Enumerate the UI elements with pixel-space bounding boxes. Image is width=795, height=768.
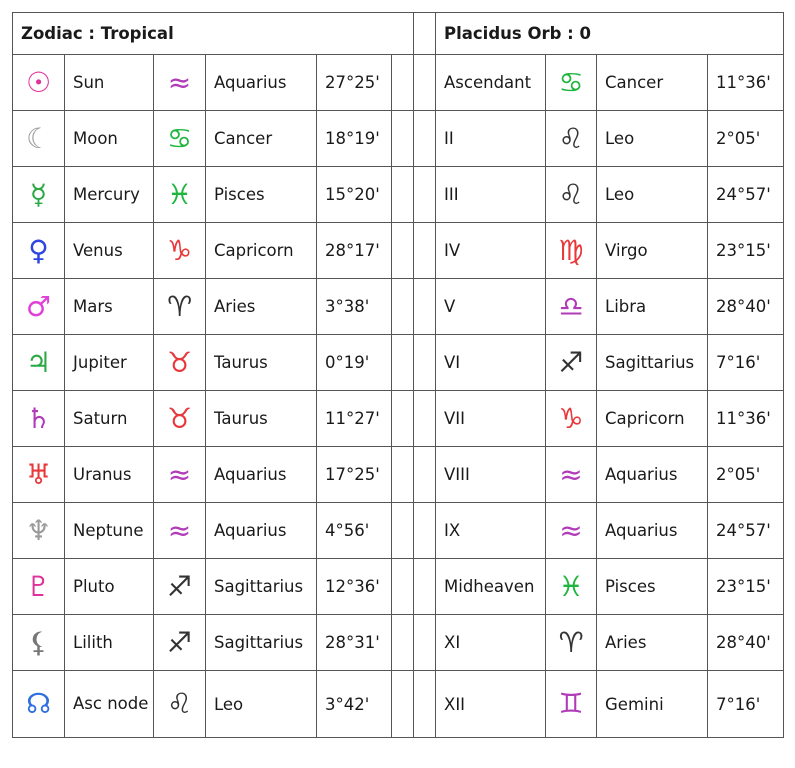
planet-name: Asc node: [65, 671, 154, 738]
uranus-icon: ♅: [13, 447, 65, 503]
planet-sign: Aries: [206, 279, 317, 335]
empty-cell: [392, 223, 414, 279]
gemini-icon: ♊: [546, 671, 597, 738]
house-degree: 23°15': [708, 223, 784, 279]
planet-sign: Sagittarius: [206, 559, 317, 615]
house-sign: Leo: [597, 167, 708, 223]
house-sign: Aquarius: [597, 503, 708, 559]
empty-cell: [392, 559, 414, 615]
table-row: [13, 279, 784, 335]
planet-sign: Aquarius: [206, 55, 317, 111]
empty-cell: [392, 447, 414, 503]
planet-sign: Sagittarius: [206, 615, 317, 671]
aquarius-icon: ≈: [154, 447, 206, 503]
house-name: IX: [436, 503, 546, 559]
spacer-cell: [414, 447, 436, 503]
planet-degree: 3°38': [317, 279, 392, 335]
table-row: [13, 55, 784, 111]
spacer-cell: [414, 671, 436, 738]
ascending-node-icon: ☊: [13, 671, 65, 738]
aquarius-icon: ≈: [546, 503, 597, 559]
moon-icon: ☾: [13, 111, 65, 167]
leo-icon: ♌: [154, 671, 206, 738]
house-name: IV: [436, 223, 546, 279]
cancer-icon: ♋: [546, 55, 597, 111]
house-name: III: [436, 167, 546, 223]
house-sign: Pisces: [597, 559, 708, 615]
sagittarius-icon: ♐: [154, 615, 206, 671]
house-degree: 11°36': [708, 55, 784, 111]
planet-name: Saturn: [65, 391, 154, 447]
leo-icon: ♌: [546, 111, 597, 167]
empty-cell: [392, 279, 414, 335]
table-row: [13, 111, 784, 167]
spacer-cell: [414, 335, 436, 391]
sagittarius-icon: ♐: [154, 559, 206, 615]
taurus-icon: ♉: [154, 391, 206, 447]
capricorn-icon: ♑: [546, 391, 597, 447]
libra-icon: ♎: [546, 279, 597, 335]
aquarius-icon: ≈: [546, 447, 597, 503]
spacer-cell: [414, 615, 436, 671]
house-degree: 24°57': [708, 167, 784, 223]
house-sign: Aquarius: [597, 447, 708, 503]
house-degree: 11°36': [708, 391, 784, 447]
jupiter-icon: ♃: [13, 335, 65, 391]
capricorn-icon: ♑: [154, 223, 206, 279]
planet-sign: Leo: [206, 671, 317, 738]
table-row: [13, 335, 784, 391]
venus-icon: ♀: [13, 223, 65, 279]
planet-name: Jupiter: [65, 335, 154, 391]
house-sign: Leo: [597, 111, 708, 167]
planet-sign: Cancer: [206, 111, 317, 167]
house-name: Ascendant: [436, 55, 546, 111]
planet-degree: 4°56': [317, 503, 392, 559]
house-degree: 7°16': [708, 335, 784, 391]
taurus-icon: ♉: [154, 335, 206, 391]
sagittarius-icon: ♐: [546, 335, 597, 391]
house-degree: 23°15': [708, 559, 784, 615]
planet-name: Lilith: [65, 615, 154, 671]
house-degree: 24°57': [708, 503, 784, 559]
empty-cell: [392, 503, 414, 559]
empty-cell: [392, 55, 414, 111]
table-row: [13, 503, 784, 559]
planet-degree: 3°42': [317, 671, 392, 738]
planet-degree: 27°25': [317, 55, 392, 111]
table-row: [13, 391, 784, 447]
empty-cell: [392, 335, 414, 391]
house-sign: Aries: [597, 615, 708, 671]
house-degree: 7°16': [708, 671, 784, 738]
aquarius-icon: ≈: [154, 55, 206, 111]
house-name: VIII: [436, 447, 546, 503]
spacer-cell: [414, 55, 436, 111]
planet-name: Uranus: [65, 447, 154, 503]
planet-name: Mercury: [65, 167, 154, 223]
spacer-cell: [414, 111, 436, 167]
planet-name: Moon: [65, 111, 154, 167]
house-sign: Libra: [597, 279, 708, 335]
house-degree: 28°40': [708, 615, 784, 671]
planet-degree: 15°20': [317, 167, 392, 223]
aries-icon: ♈: [154, 279, 206, 335]
house-degree: 28°40': [708, 279, 784, 335]
spacer-cell: [414, 223, 436, 279]
house-sign: Cancer: [597, 55, 708, 111]
house-name: XI: [436, 615, 546, 671]
spacer-cell: [414, 167, 436, 223]
planet-name: Pluto: [65, 559, 154, 615]
header-row: [13, 13, 784, 55]
table-row: [13, 559, 784, 615]
spacer-cell: [414, 279, 436, 335]
planet-degree: 28°17': [317, 223, 392, 279]
planet-name: Neptune: [65, 503, 154, 559]
planet-sign: Aquarius: [206, 503, 317, 559]
house-degree: 2°05': [708, 447, 784, 503]
empty-cell: [392, 391, 414, 447]
house-sign: Gemini: [597, 671, 708, 738]
empty-cell: [392, 111, 414, 167]
house-name: XII: [436, 671, 546, 738]
house-sign: Virgo: [597, 223, 708, 279]
house-degree: 2°05': [708, 111, 784, 167]
table-row: [13, 615, 784, 671]
planet-degree: 0°19': [317, 335, 392, 391]
house-system-title: Placidus Orb : 0: [436, 13, 784, 55]
mercury-icon: ☿: [13, 167, 65, 223]
planet-degree: 28°31': [317, 615, 392, 671]
table-row: [13, 671, 784, 738]
house-name: II: [436, 111, 546, 167]
neptune-icon: ♆: [13, 503, 65, 559]
house-name: VI: [436, 335, 546, 391]
pisces-icon: ♓: [546, 559, 597, 615]
planet-sign: Taurus: [206, 335, 317, 391]
empty-cell: [392, 671, 414, 738]
spacer-cell: [414, 559, 436, 615]
pluto-icon: ♇: [13, 559, 65, 615]
pisces-icon: ♓: [154, 167, 206, 223]
house-sign: Sagittarius: [597, 335, 708, 391]
house-name: Midheaven: [436, 559, 546, 615]
house-sign: Capricorn: [597, 391, 708, 447]
cancer-icon: ♋: [154, 111, 206, 167]
astrology-table: [12, 12, 784, 738]
sun-icon: ☉: [13, 55, 65, 111]
virgo-icon: ♍: [546, 223, 597, 279]
saturn-icon: ♄: [13, 391, 65, 447]
spacer-cell: [414, 391, 436, 447]
mars-icon: ♂: [13, 279, 65, 335]
lilith-icon: ⚸: [13, 615, 65, 671]
house-name: VII: [436, 391, 546, 447]
planet-degree: 12°36': [317, 559, 392, 615]
house-name: V: [436, 279, 546, 335]
empty-cell: [392, 167, 414, 223]
planet-name: Mars: [65, 279, 154, 335]
leo-icon: ♌: [546, 167, 597, 223]
table-row: [13, 447, 784, 503]
table-row: [13, 223, 784, 279]
planet-sign: Taurus: [206, 391, 317, 447]
planet-degree: 17°25': [317, 447, 392, 503]
zodiac-title: Zodiac : Tropical: [13, 13, 414, 55]
planet-degree: 11°27': [317, 391, 392, 447]
empty-cell: [392, 615, 414, 671]
planet-name: Sun: [65, 55, 154, 111]
aquarius-icon: ≈: [154, 503, 206, 559]
planet-sign: Pisces: [206, 167, 317, 223]
spacer-cell: [414, 503, 436, 559]
planet-degree: 18°19': [317, 111, 392, 167]
table-row: [13, 167, 784, 223]
planet-sign: Aquarius: [206, 447, 317, 503]
spacer-cell: [414, 13, 436, 55]
planet-name: Venus: [65, 223, 154, 279]
planet-sign: Capricorn: [206, 223, 317, 279]
aries-icon: ♈: [546, 615, 597, 671]
